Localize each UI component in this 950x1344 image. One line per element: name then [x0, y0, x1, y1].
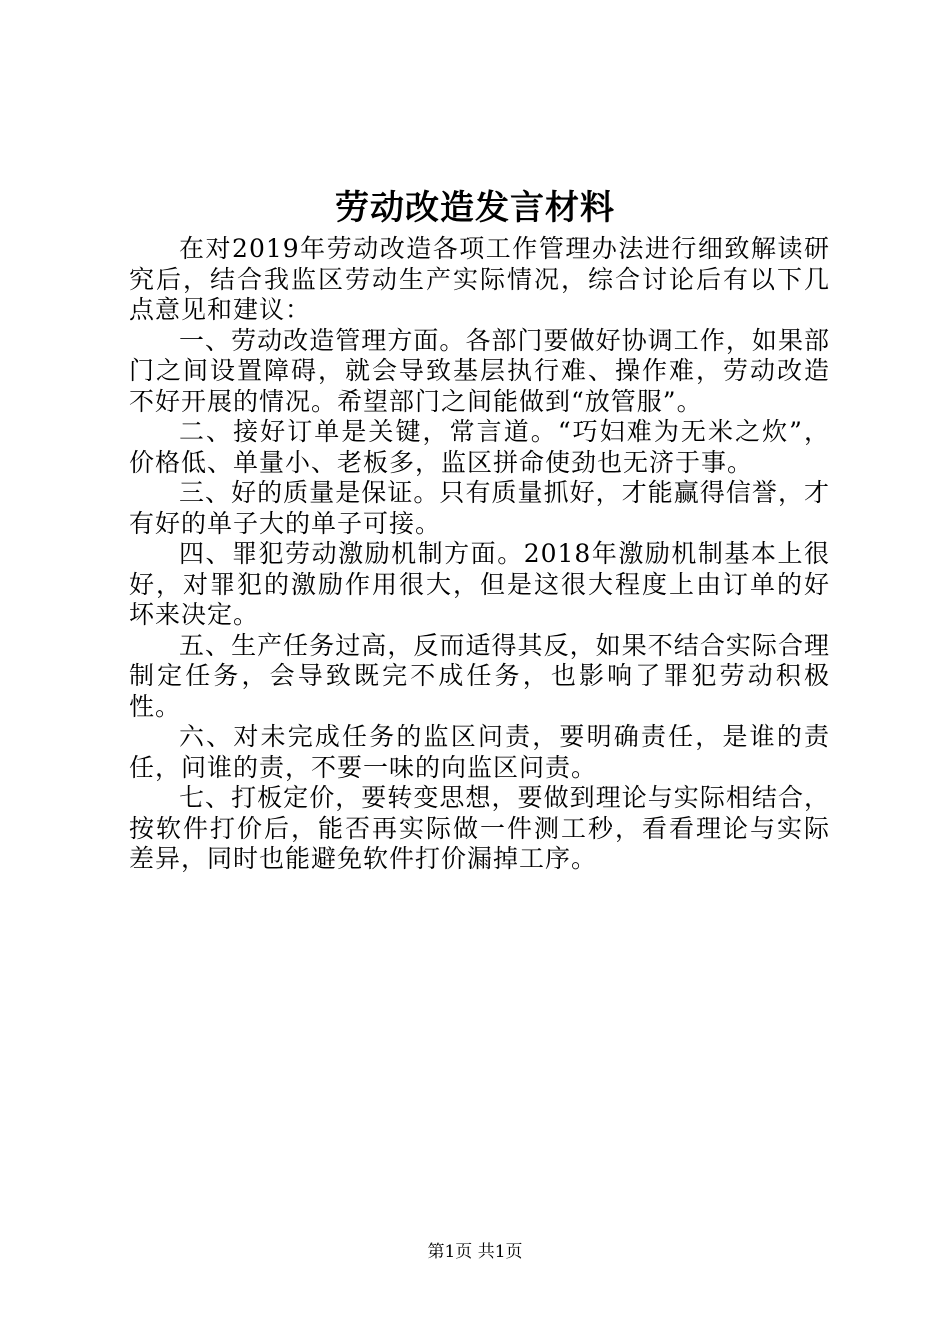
paragraph-point-4: 四、罪犯劳动激励机制方面。2018年激励机制基本上很好，对罪犯的激励作用很大，但是这很大程度上由订单的好坏来决定。 [129, 539, 830, 629]
paragraph-point-3: 三、好的质量是保证。只有质量抓好，才能赢得信誉，才有好的单子大的单子可接。 [129, 478, 830, 538]
page-number-footer: 第1页 共1页 [427, 1242, 523, 1262]
paragraph-point-6: 六、对未完成任务的监区问责，要明确责任，是谁的责任，问谁的责，不要一味的向监区问责。 [129, 722, 830, 782]
paragraph-point-7: 七、打板定价，要转变思想，要做到理论与实际相结合，按软件打价后，能否再实际做一件测工秒，看看理论与实际差异，同时也能避免软件打价漏掉工序。 [129, 783, 830, 873]
paragraph-point-1: 一、劳动改造管理方面。各部门要做好协调工作，如果部门之间设置障碍，就会导致基层执行难、操作难，劳动改造不好开展的情况。希望部门之间能做到“放管服”。 [129, 325, 830, 416]
paragraph-point-2: 二、接好订单是关键，常言道。“巧妇难为无米之炊”，价格低、单量小、老板多，监区拼命使劲也无济于事。 [129, 417, 830, 477]
paragraph-intro: 在对2019年劳动改造各项工作管理办法进行细致解读研究后，结合我监区劳动生产实际情况，综合讨论后有以下几点意见和建议： [129, 234, 830, 324]
paragraph-point-5: 五、生产任务过高，反而适得其反，如果不结合实际合理制定任务，会导致既完不成任务，也影响了罪犯劳动积极性。 [129, 630, 830, 721]
document-body [129, 234, 830, 875]
document-title: 劳动改造发言材料 [335, 188, 615, 228]
